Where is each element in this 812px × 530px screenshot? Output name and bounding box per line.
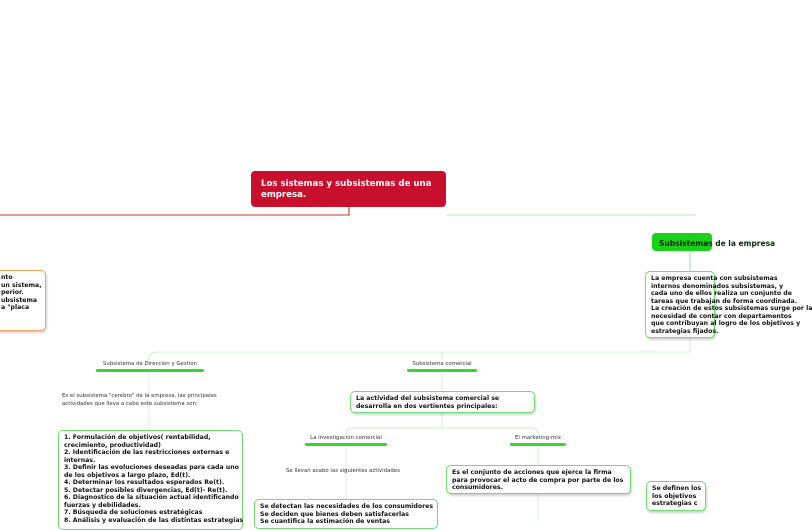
marketing-label-text: El marketing-mix bbox=[515, 435, 561, 441]
direccion-activity: 2. Identificación de las restricciones externas e bbox=[64, 449, 230, 456]
connector-bus bbox=[149, 338, 690, 360]
comercial-label[interactable] bbox=[407, 361, 477, 369]
investigacion-activity: Se deciden que bienes deben satisfacerlas bbox=[260, 510, 409, 518]
direccion-activity: 1. Formulación de objetivos( rentabilidad, bbox=[64, 434, 211, 441]
investigacion-activity: Se detectan las necesidades de los consumidores bbox=[260, 503, 433, 510]
direccion-activity: fuerzas y debilidades. bbox=[64, 501, 141, 509]
subsistemas-line: internos denominados subsistemas, y bbox=[651, 282, 784, 290]
left-branch-lines bbox=[1, 274, 40, 312]
subsistemas-pill[interactable] bbox=[652, 233, 776, 251]
direccion-activity: 5. Detectar posibles divergencias, Ed(t)- Re(t). bbox=[64, 486, 228, 494]
subsistemas-line: cada uno de ellos realiza un conjunto de bbox=[651, 290, 792, 297]
connector-root-left bbox=[0, 207, 349, 215]
left-branch-line: a "placa bbox=[1, 304, 30, 311]
direccion-activity: 3. Definir las evoluciones deseadas para cada uno bbox=[64, 464, 239, 471]
direccion-activities-list bbox=[64, 434, 244, 524]
investigacion-label-text: La investigación comercial bbox=[310, 435, 382, 441]
subsistemas-line: estrategias fijados. bbox=[651, 327, 719, 335]
direccion-label-text: Subsistema de Dirección y Gestión bbox=[103, 361, 197, 367]
far-right-line: Se definen los bbox=[652, 485, 702, 492]
subsistemas-description-box[interactable] bbox=[645, 271, 812, 338]
direccion-activity: 8. Análisis y evaluación de las distintas estrategias bbox=[64, 516, 244, 524]
left-branch-line: nto bbox=[1, 274, 13, 281]
direccion-underline bbox=[96, 369, 204, 372]
far-right-line: estrategias c bbox=[652, 500, 698, 507]
left-branch-line: perior. bbox=[1, 289, 24, 296]
direccion-activity: 4. Determinar los resultados esperados Re(t). bbox=[64, 479, 225, 486]
comercial-underline bbox=[407, 369, 477, 372]
investigacion-description-text: Se llevan acabo las siguientes actividades bbox=[286, 468, 400, 474]
direccion-label[interactable] bbox=[96, 361, 204, 369]
marketing-label[interactable] bbox=[510, 435, 566, 443]
direccion-activities-box[interactable] bbox=[58, 430, 243, 530]
investigacion-activity: Se cuantifica la estimación de ventas bbox=[260, 518, 390, 525]
subsistemas-pill-label: Subsistemas de la empresa bbox=[659, 239, 776, 248]
far-right-lines bbox=[652, 485, 700, 508]
direccion-activity: internas. bbox=[64, 456, 96, 464]
marketing-description-box[interactable] bbox=[446, 465, 631, 494]
subsistemas-line: tareas que trabajan de forma coordinada. bbox=[651, 297, 798, 305]
connector-comercial-split bbox=[346, 412, 538, 434]
comercial-label-text: Subsistema comercial bbox=[412, 361, 472, 367]
root-title: Los sistemas y subsistemas de una empresa. bbox=[261, 179, 432, 200]
investigacion-description bbox=[286, 468, 406, 476]
direccion-activity: 6. Diagnostico de la situación actual identificando bbox=[64, 494, 239, 501]
subsistemas-line: La creación de estos subsistemas surge por la bbox=[651, 305, 812, 312]
investigacion-activities-list bbox=[260, 503, 432, 526]
investigacion-underline bbox=[305, 443, 387, 446]
subsistemas-line: necesidad de contar con departamentos bbox=[651, 312, 792, 320]
left-branch-line: un sistema, bbox=[1, 281, 42, 289]
investigacion-activities-box[interactable] bbox=[254, 499, 438, 529]
marketing-description-text: Es el conjunto de acciones que ejerce la firma para provocar el acto de compra por parte de los consumidores. bbox=[452, 469, 624, 491]
left-branch-line: ubsistema bbox=[1, 296, 38, 304]
investigacion-label[interactable] bbox=[305, 435, 387, 443]
subsistemas-description-lines bbox=[651, 275, 812, 335]
far-right-line: los objetivos bbox=[652, 492, 697, 500]
direccion-activity: crecimiento, productividad) bbox=[64, 441, 161, 449]
direccion-activity: 7. Búsqueda de soluciones estratégicas bbox=[64, 509, 203, 516]
comercial-activity-text: La actividad del subsistema comercial se desarrolla en dos vertientes principales: bbox=[356, 395, 500, 410]
far-right-box[interactable] bbox=[646, 481, 706, 511]
root-node[interactable] bbox=[251, 171, 446, 207]
marketing-underline bbox=[510, 443, 566, 446]
direccion-activity: de los objetivos a largo plazo, Ed(t). bbox=[64, 471, 191, 479]
subsistemas-line: La empresa cuenta con subsistemas bbox=[651, 275, 778, 282]
left-branch-box[interactable] bbox=[0, 270, 46, 331]
direccion-description bbox=[62, 393, 237, 408]
comercial-activity-box[interactable] bbox=[350, 391, 535, 413]
direccion-description-text: Es el subsistema "cerebro" de la empresa, las principales actividades que lleva a cabo este subsistema son: bbox=[62, 393, 217, 407]
subsistemas-line: que contribuyan al logro de los objetivos y bbox=[651, 320, 801, 327]
